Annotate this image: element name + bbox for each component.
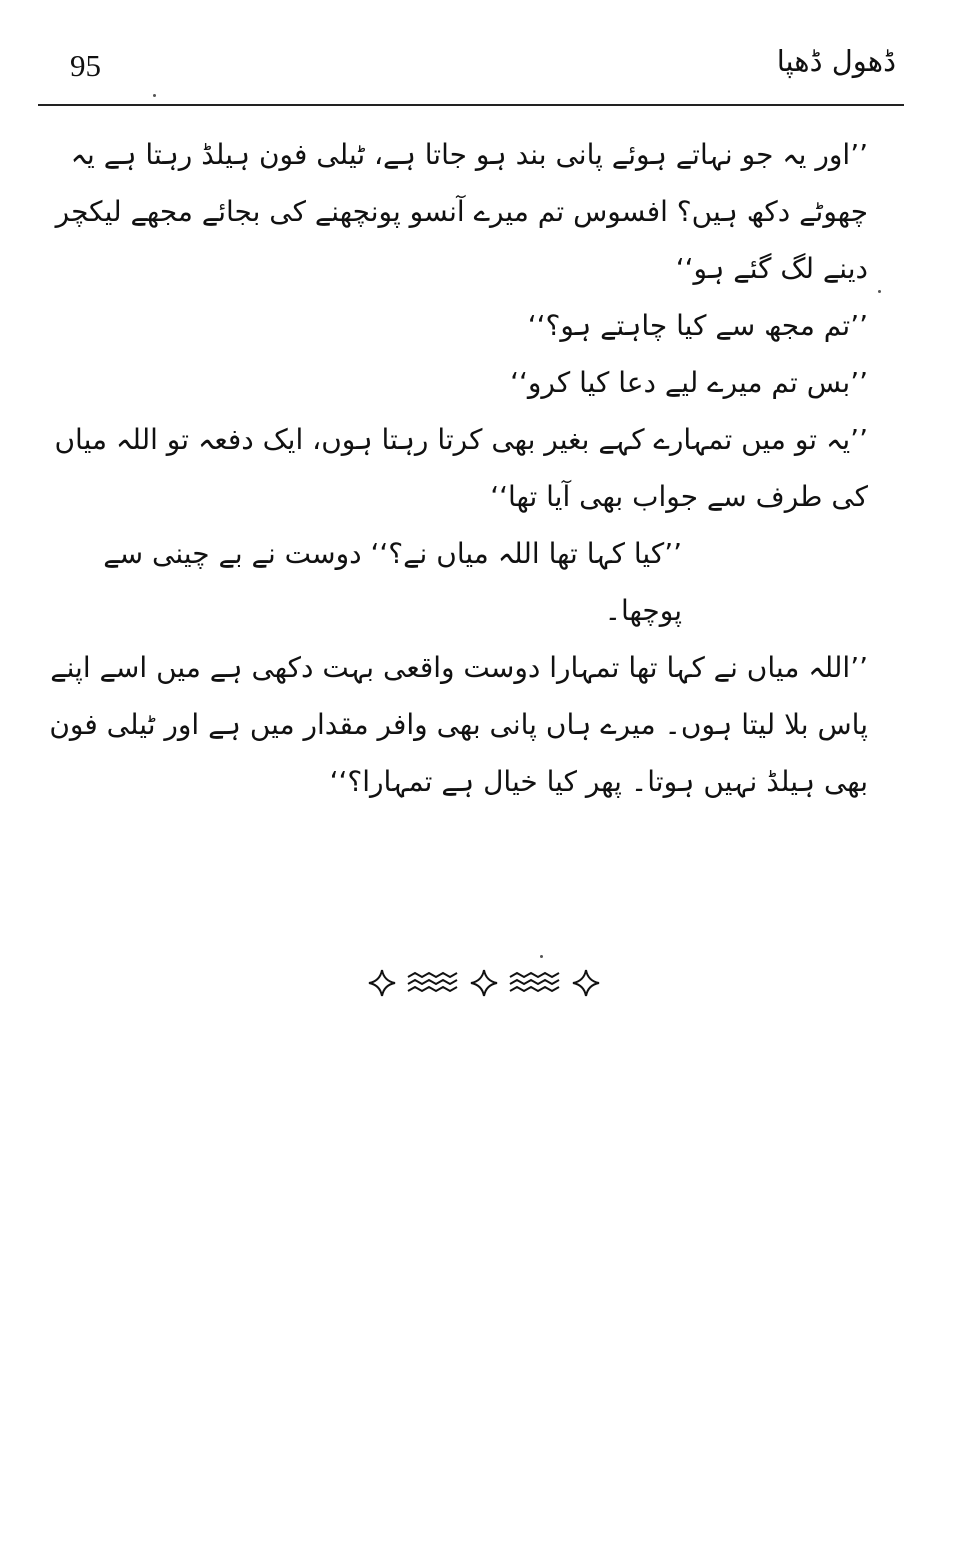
- four-point-star-icon: [367, 968, 397, 998]
- running-title: ڈھول ڈھپا: [776, 44, 896, 78]
- stray-dot: [540, 955, 543, 958]
- zigzag-icon: [507, 970, 563, 996]
- header-rule: [38, 104, 904, 106]
- page-number: 95: [70, 48, 101, 83]
- body-text: [40, 126, 902, 810]
- paragraph: ’’یہ تو میں تمہارے کہے بغیر بھی کرتا رہتا ہوں، ایک دفعہ تو اللہ میاں کی طرف سے جواب بھی آیا تھا‘‘: [54, 423, 868, 513]
- four-point-star-icon: [469, 968, 499, 998]
- paragraph: ’’اور یہ جو نہاتے ہوئے پانی بند ہو جاتا ہے، ٹیلی فون ہیلڈ رہتا ہے یہ چھوٹے دکھ ہیں؟ افسوس تم میرے آنسو پونچھنے کی بجائے مجھے لیکچر دینے لگ گئے ہو‘‘: [55, 138, 868, 285]
- paragraph: ’’کیا کہا تھا اللہ میاں نے؟‘‘ دوست نے بے چینی سے پوچھا۔: [103, 537, 682, 627]
- paragraph: ’’اللہ میاں نے کہا تھا تمہارا دوست واقعی بہت دکھی ہے میں اسے اپنے پاس بلا لیتا ہوں۔ میرے ہاں پانی بھی وافر مقدار میں ہے اور ٹیلی فون بھی ہیلڈ نہیں ہوتا۔ پھر کیا خیال ہے تمہارا؟‘‘: [49, 651, 868, 798]
- paragraph: ’’بس تم میرے لیے دعا کیا کرو‘‘: [510, 366, 868, 399]
- stray-dot: [153, 94, 156, 97]
- paragraph: ’’تم مجھ سے کیا چاہتے ہو؟‘‘: [527, 309, 868, 342]
- section-ornament: [0, 968, 968, 998]
- four-point-star-icon: [571, 968, 601, 998]
- zigzag-icon: [405, 970, 461, 996]
